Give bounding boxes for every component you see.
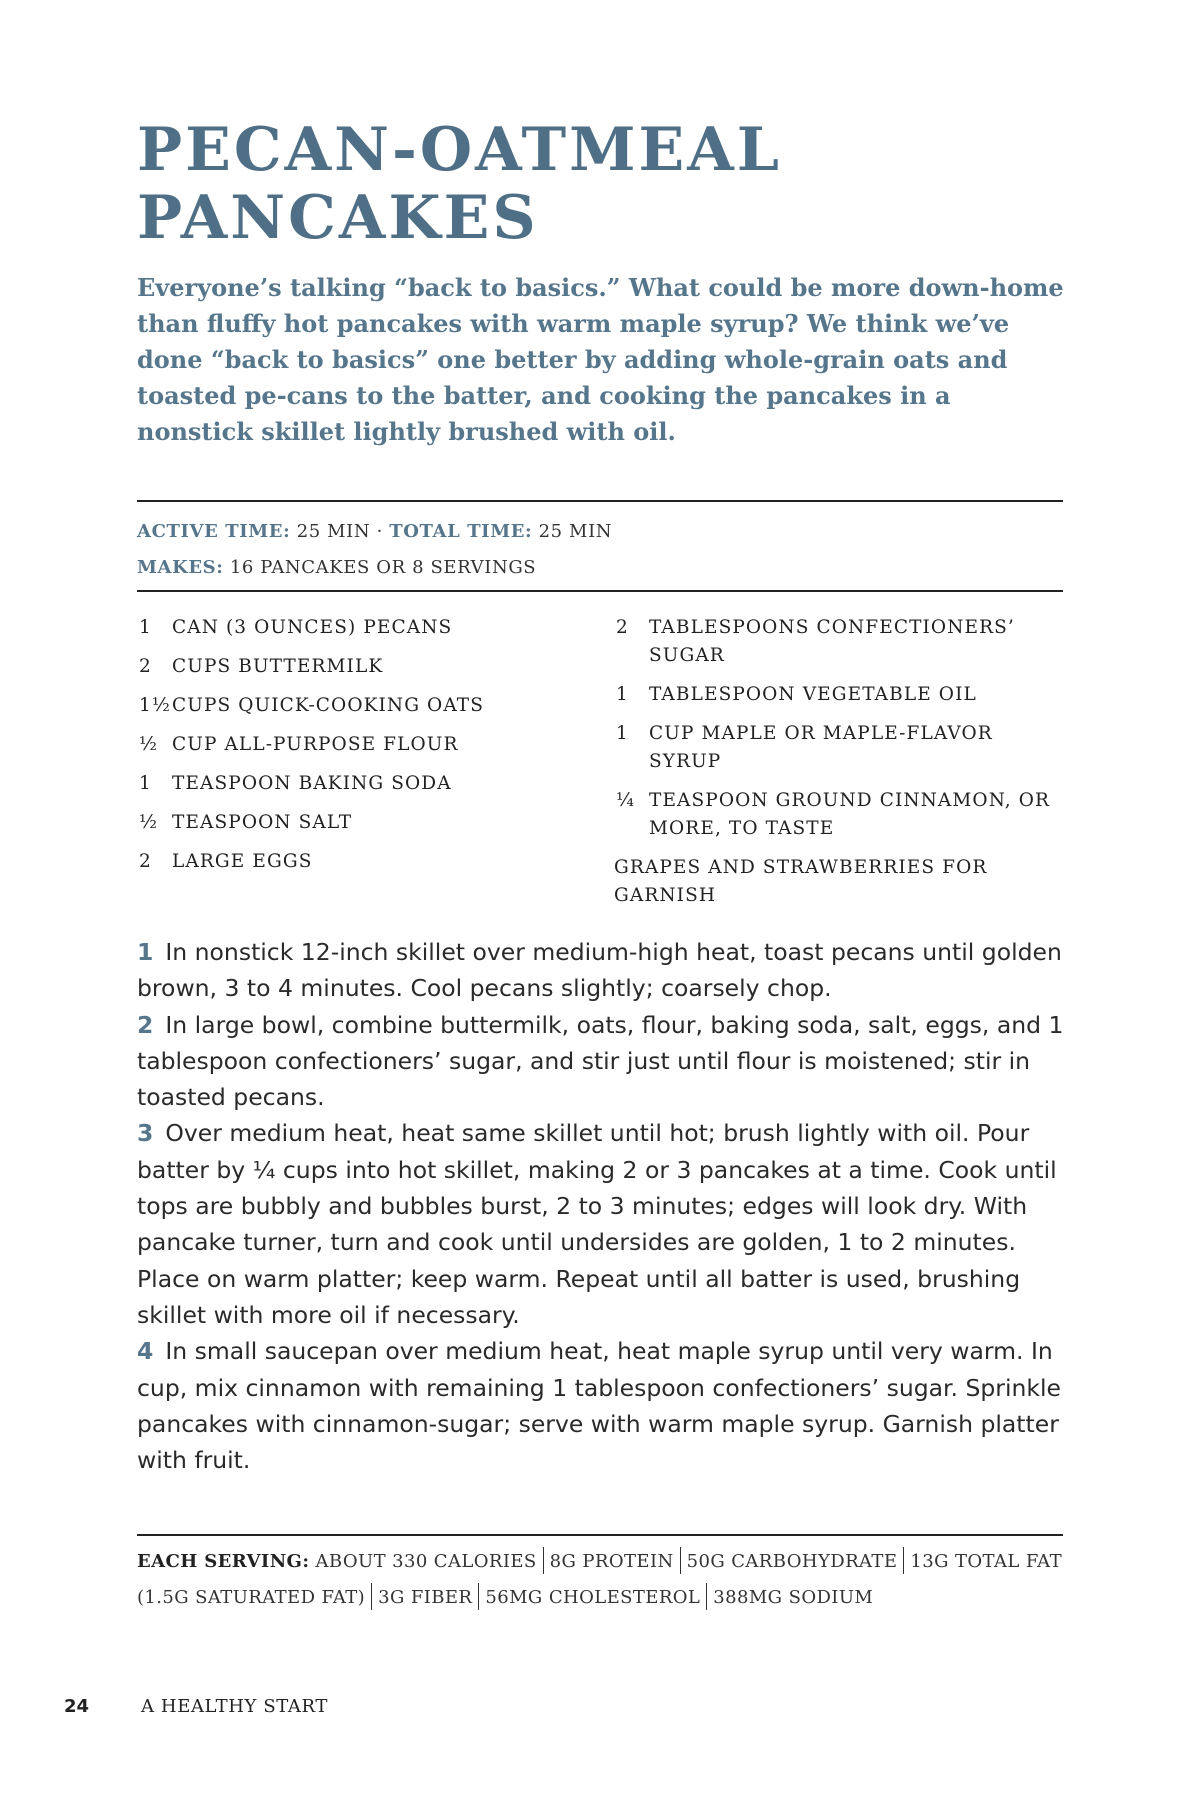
nutrition-item: 50G CARBOHYDRATE — [686, 1551, 898, 1572]
recipe-intro: Everyone’s talking “back to basics.” What could be more down-home than fluffy hot pancakes with warm maple syrup? We think we’ve done “back to basics” one better by adding whole-grain oats and toasted pe-cans to the batter, and cooking the pancakes in a nonstick skillet lightly brushed with oil. — [137, 273, 1064, 446]
ingredient-qty: 1 — [616, 723, 629, 744]
page-number: 24 — [64, 1696, 90, 1717]
nutrition-rule — [137, 1534, 1063, 1536]
nutrition-line-1 — [137, 1544, 1067, 1580]
step — [137, 1007, 1067, 1116]
step-text: In nonstick 12-inch skillet over medium-high heat, toast pecans until golden brown, 3 to 4 minutes. Cool pecans slightly; coarsely chop. — [137, 938, 1062, 1003]
recipe-meta — [137, 514, 1063, 586]
nutrition-item: (1.5G SATURATED FAT) — [137, 1587, 366, 1608]
ingredient-item — [137, 809, 587, 837]
ingredient-item — [614, 614, 1064, 670]
step-number: 1 — [137, 938, 154, 966]
ingredient-text: TEASPOON BAKING SODA — [172, 773, 452, 794]
nutrition-label: EACH SERVING: — [137, 1551, 310, 1572]
ingredient-text: LARGE EGGS — [172, 851, 313, 872]
nutrition-item: 388MG SODIUM — [713, 1587, 874, 1608]
ingredient-text: CUPS QUICK-COOKING OATS — [172, 695, 484, 716]
ingredient-item — [614, 681, 1064, 709]
ingredient-qty: 1 — [616, 684, 629, 705]
ingredient-qty: 2 — [139, 851, 152, 872]
ingredient-item — [137, 731, 587, 759]
nutrition-divider — [706, 1583, 707, 1610]
makes-value: 16 PANCAKES OR 8 SERVINGS — [229, 557, 537, 578]
step-text: In small saucepan over medium heat, heat maple syrup until very warm. In cup, mix cinnamon with remaining 1 tablespoon confectioners’ sugar. Sprinkle pancakes with cinnamon-sugar; serve with warm maple syrup. Garnish platter with fruit. — [137, 1337, 1061, 1475]
ingredient-qty: ¼ — [616, 790, 636, 811]
ingredient-qty: 2 — [616, 617, 629, 638]
meta-bottom-rule — [137, 590, 1063, 592]
ingredient-text: CAN (3 OUNCES) PECANS — [172, 617, 453, 638]
ingredient-item — [614, 787, 1064, 843]
ingredient-text: TEASPOON SALT — [172, 812, 353, 833]
nutrition-item: 13G TOTAL FAT — [910, 1551, 1062, 1572]
ingredient-qty: ½ — [139, 812, 159, 833]
nutrition-divider — [680, 1547, 681, 1574]
ingredient-text: CUP MAPLE OR MAPLE-FLAVOR SYRUP — [649, 723, 993, 772]
nutrition-divider — [478, 1583, 479, 1610]
section-name: A HEALTHY START — [141, 1696, 328, 1717]
ingredient-qty: 1½ — [139, 695, 171, 716]
step — [137, 1115, 1067, 1333]
total-time-label: TOTAL TIME: — [389, 521, 533, 542]
step — [137, 1333, 1067, 1478]
ingredient-item — [137, 692, 587, 720]
ingredient-item — [137, 770, 587, 798]
step-text: In large bowl, combine buttermilk, oats, flour, baking soda, salt, eggs, and 1 tablespoon confectioners’ sugar, and stir just until flour is moistened; stir in toasted pecans. — [137, 1010, 1064, 1112]
step-number: 2 — [137, 1010, 154, 1039]
step-number: 3 — [137, 1119, 154, 1148]
ingredient-qty: 1 — [139, 773, 152, 794]
time-line — [137, 514, 1063, 550]
yield-line — [137, 550, 1063, 586]
nutrition-item: 8G PROTEIN — [549, 1551, 674, 1572]
nutrition-item: ABOUT 330 CALORIES — [315, 1551, 537, 1572]
recipe-title — [137, 116, 1037, 252]
ingredient-item — [137, 653, 587, 681]
ingredient-text: CUP ALL-PURPOSE FLOUR — [172, 734, 459, 755]
ingredient-qty: ½ — [139, 734, 159, 755]
ingredient-text: GRAPES AND STRAWBERRIES FOR GARNISH — [614, 857, 988, 906]
recipe-title-line-1: PECAN-OATMEAL — [137, 115, 782, 185]
nutrition-divider — [903, 1547, 904, 1574]
recipe-steps — [137, 934, 1067, 1478]
ingredient-column-left — [137, 614, 587, 887]
nutrition-line-2 — [137, 1580, 1067, 1616]
nutrition-item: 3G FIBER — [378, 1587, 473, 1608]
ingredient-column-right — [614, 614, 1064, 921]
ingredient-text: TEASPOON GROUND CINNAMON, OR MORE, TO TASTE — [649, 790, 1051, 839]
meta-separator-dot: · — [376, 521, 383, 542]
nutrition-info — [137, 1544, 1067, 1616]
step-number: 4 — [137, 1337, 154, 1366]
active-time-label: ACTIVE TIME: — [137, 521, 291, 542]
ingredient-qty: 1 — [139, 617, 152, 638]
ingredient-text: CUPS BUTTERMILK — [172, 656, 384, 677]
ingredient-item — [137, 848, 587, 876]
ingredient-item — [614, 854, 1064, 910]
recipe-title-line-2: PANCAKES — [137, 183, 539, 253]
makes-label: MAKES: — [137, 557, 224, 578]
ingredient-text: TABLESPOONS CONFECTIONERS’ SUGAR — [649, 617, 1015, 666]
total-time-value: 25 MIN — [538, 521, 613, 542]
nutrition-divider — [543, 1547, 544, 1574]
ingredient-item — [614, 720, 1064, 776]
nutrition-item: 56MG CHOLESTEROL — [485, 1587, 701, 1608]
ingredient-qty: 2 — [139, 656, 152, 677]
step — [137, 934, 1067, 1007]
nutrition-divider — [371, 1583, 372, 1610]
step-text: Over medium heat, heat same skillet until hot; brush lightly with oil. Pour batter by ¼ cups into hot skillet, making 2 or 3 pancakes at a time. Cook until tops are bubbly and bubbles burst, 2 to 3 minutes; edges will look dry. With pancake turner, turn and cook until undersides are golden, 1 to 2 minutes. Place on warm platter; keep warm. Repeat until all batter is used, brushing skillet with more oil if necessary. — [137, 1119, 1057, 1329]
ingredient-item — [137, 614, 587, 642]
meta-top-rule — [137, 500, 1063, 502]
active-time-value: 25 MIN — [296, 521, 371, 542]
ingredient-text: TABLESPOON VEGETABLE OIL — [649, 684, 977, 705]
